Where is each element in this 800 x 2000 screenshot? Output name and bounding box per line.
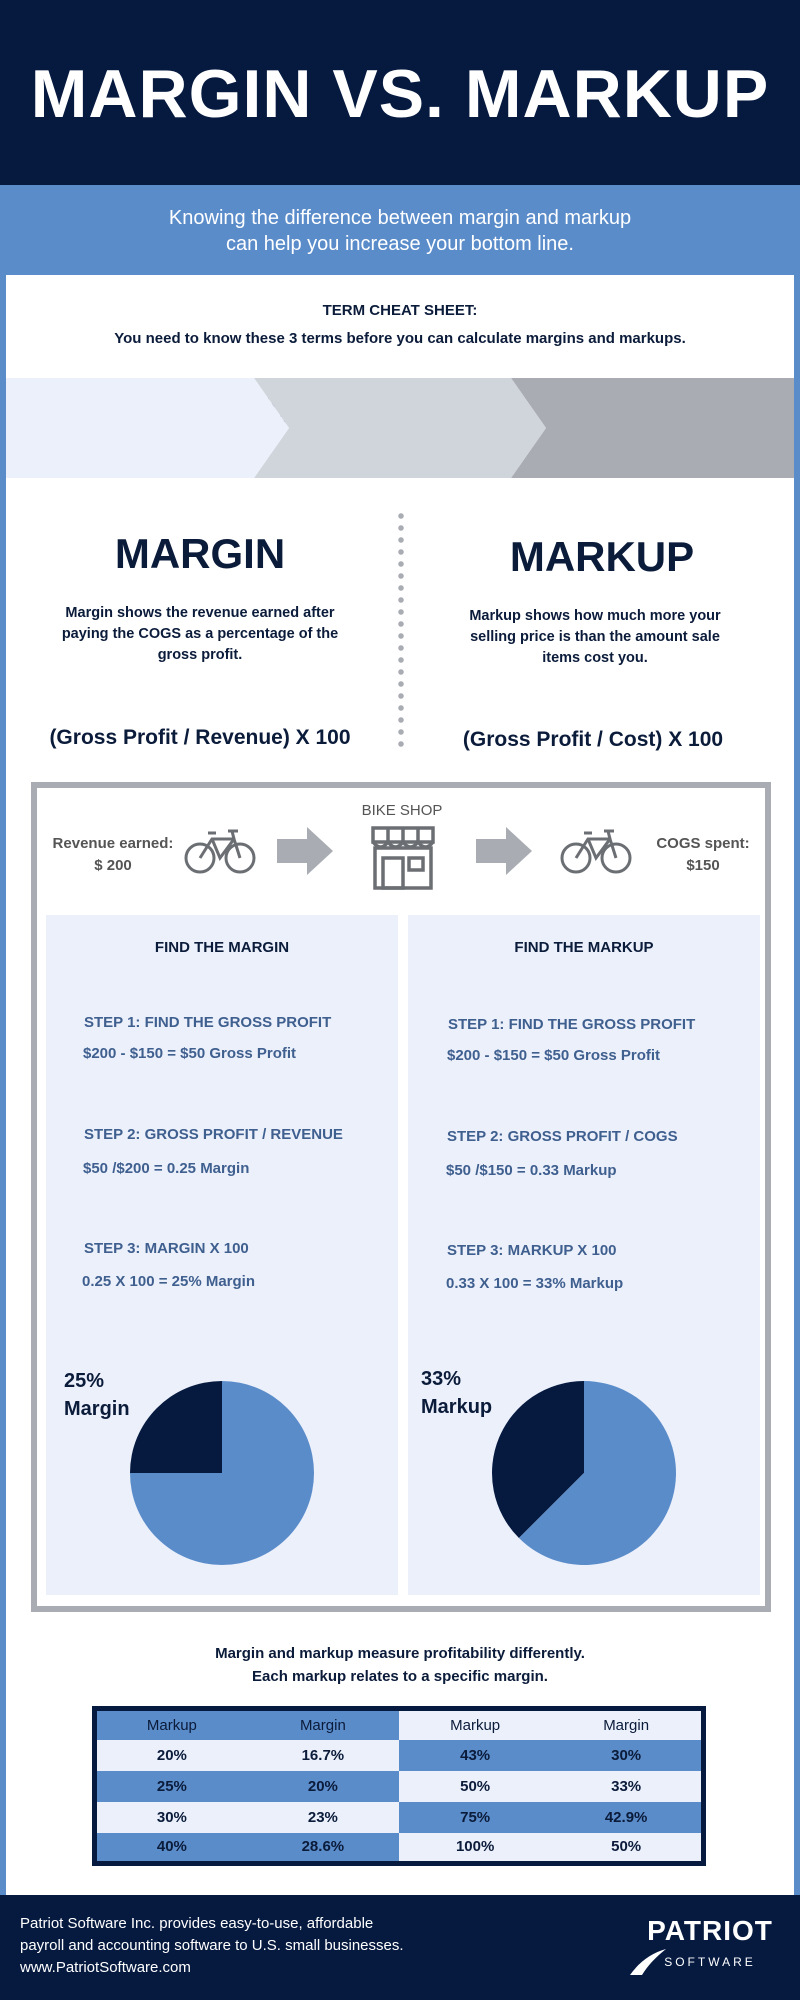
arrow-right-icon bbox=[275, 825, 335, 877]
cogs-spent-label: COGS spent: bbox=[656, 835, 750, 852]
bicycle-icon bbox=[560, 825, 632, 875]
table-row bbox=[95, 1771, 704, 1802]
chevron-revenue bbox=[6, 378, 289, 478]
page-title: MARGIN VS. MARKUP bbox=[30, 56, 770, 132]
cogs-spent-value: $150 bbox=[686, 857, 720, 874]
table-header-cell: Margin bbox=[551, 1709, 703, 1740]
subtitle-line-1: Knowing the difference between margin and markup bbox=[168, 207, 632, 229]
margin-title: MARGIN bbox=[114, 530, 286, 577]
table-cell: 42.9% bbox=[551, 1802, 703, 1833]
table-cell: 23% bbox=[247, 1802, 399, 1833]
markup-title: MARKUP bbox=[509, 533, 695, 580]
margin-step-1-calc: $200 - $150 = $50 Gross Profit bbox=[83, 1045, 297, 1062]
markup-step-1-calc: $200 - $150 = $50 Gross Profit bbox=[447, 1047, 661, 1064]
footer-line-1: Patriot Software Inc. provides easy-to-use, affordable bbox=[20, 1915, 374, 1932]
margin-step-3-calc: 0.25 X 100 = 25% Margin bbox=[82, 1273, 256, 1290]
header-banner bbox=[0, 0, 800, 185]
revenue-earned bbox=[48, 833, 178, 877]
cheat-sheet-title: TERM CHEAT SHEET: bbox=[322, 302, 478, 319]
markup-step-3-label: STEP 3: MARKUP X 100 bbox=[447, 1242, 617, 1259]
footer-text bbox=[20, 1913, 404, 1979]
margin-step-2-calc: $50 /$200 = 0.25 Margin bbox=[83, 1160, 250, 1177]
margin-pie-label bbox=[64, 1367, 130, 1423]
margin-description: Margin shows the revenue earned after paying the COGS as a percentage of the gross profit. bbox=[61, 605, 339, 663]
margin-step-1-label: STEP 1: FIND THE GROSS PROFIT bbox=[84, 1014, 332, 1031]
find-markup-panel bbox=[408, 915, 760, 1595]
subtitle-band bbox=[0, 185, 800, 275]
table-cell: 28.6% bbox=[247, 1833, 399, 1864]
chevron-cogs bbox=[254, 378, 546, 478]
pie-slice-margin bbox=[130, 1381, 222, 1473]
table-cell: 75% bbox=[399, 1802, 551, 1833]
margin-pie-value: 25% bbox=[64, 1370, 105, 1392]
subtitle-line-2: can help you increase your bottom line. bbox=[226, 233, 574, 255]
find-markup-title: FIND THE MARKUP bbox=[514, 939, 654, 956]
terms-chevron-strip bbox=[6, 378, 794, 478]
table-cell: 30% bbox=[551, 1740, 703, 1771]
table-cell: 50% bbox=[399, 1771, 551, 1802]
table-cell: 33% bbox=[551, 1771, 703, 1802]
chevron-shapes bbox=[6, 378, 794, 478]
markup-pie-text: Markup bbox=[421, 1396, 493, 1418]
table-row bbox=[95, 1740, 704, 1771]
find-margin-panel bbox=[46, 915, 398, 1595]
revenue-earned-label: Revenue earned: bbox=[52, 835, 174, 852]
table-cell: 50% bbox=[551, 1833, 703, 1864]
markup-description: Markup shows how much more your selling price is than the amount sale items cost you. bbox=[469, 608, 721, 666]
table-cell: 25% bbox=[95, 1771, 247, 1802]
margin-pie-text: Margin bbox=[64, 1398, 130, 1420]
table-cell: 43% bbox=[399, 1740, 551, 1771]
table-row bbox=[95, 1833, 704, 1864]
margin-pie-chart bbox=[122, 1373, 322, 1573]
table-cell: 40% bbox=[95, 1833, 247, 1864]
markup-step-2-label: STEP 2: GROSS PROFIT / COGS bbox=[447, 1128, 678, 1145]
subtitle-text bbox=[0, 205, 800, 257]
margin-step-2-label: STEP 2: GROSS PROFIT / REVENUE bbox=[84, 1126, 343, 1143]
markup-pie-chart bbox=[484, 1373, 684, 1573]
cheat-sheet-subtitle: You need to know these 3 terms before you can calculate margins and markups. bbox=[114, 330, 686, 347]
markup-step-2-calc: $50 /$150 = 0.33 Markup bbox=[446, 1162, 617, 1179]
markup-formula: (Gross Profit / Cost) X 100 bbox=[462, 728, 724, 751]
patriot-logo-text: PATRIOT bbox=[647, 1915, 773, 1946]
bike-shop-label: BIKE SHOP bbox=[361, 802, 443, 819]
comparison-note-line-2: Each markup relates to a specific margin. bbox=[252, 1668, 548, 1685]
table-cell: 30% bbox=[95, 1802, 247, 1833]
table-header-row bbox=[95, 1709, 704, 1740]
find-margin-title: FIND THE MARGIN bbox=[154, 939, 290, 956]
comparison-note-line-1: Margin and markup measure profitability differently. bbox=[215, 1645, 585, 1662]
table-cell: 20% bbox=[95, 1740, 247, 1771]
table-header-cell: Markup bbox=[95, 1709, 247, 1740]
footer-line-2: payroll and accounting software to U.S. small businesses. bbox=[20, 1937, 404, 1954]
bicycle-icon bbox=[184, 825, 256, 875]
storefront-icon bbox=[369, 826, 437, 890]
divider-dotted bbox=[398, 510, 404, 750]
comparison-note bbox=[0, 1642, 800, 1688]
chevron-gross-profit bbox=[511, 378, 794, 478]
table-cell: 16.7% bbox=[247, 1740, 399, 1771]
markup-pie-value: 33% bbox=[421, 1368, 462, 1390]
cogs-spent bbox=[648, 833, 758, 877]
margin-step-3-label: STEP 3: MARGIN X 100 bbox=[84, 1240, 249, 1257]
table-header-cell: Markup bbox=[399, 1709, 551, 1740]
table-row bbox=[95, 1802, 704, 1833]
revenue-earned-value: $ 200 bbox=[94, 857, 132, 874]
markup-margin-table bbox=[92, 1706, 706, 1866]
footer-website-link[interactable]: www.PatriotSoftware.com bbox=[20, 1959, 191, 1976]
markup-step-3-calc: 0.33 X 100 = 33% Markup bbox=[446, 1275, 624, 1292]
margin-formula: (Gross Profit / Revenue) X 100 bbox=[49, 726, 351, 749]
arrow-right-icon bbox=[474, 825, 534, 877]
table-cell: 20% bbox=[247, 1771, 399, 1802]
software-logo-text: SOFTWARE bbox=[664, 1955, 756, 1969]
table-cell: 100% bbox=[399, 1833, 551, 1864]
markup-pie-label bbox=[421, 1365, 492, 1421]
footer bbox=[0, 1895, 800, 2000]
markup-step-1-label: STEP 1: FIND THE GROSS PROFIT bbox=[448, 1016, 696, 1033]
table-header-cell: Margin bbox=[247, 1709, 399, 1740]
